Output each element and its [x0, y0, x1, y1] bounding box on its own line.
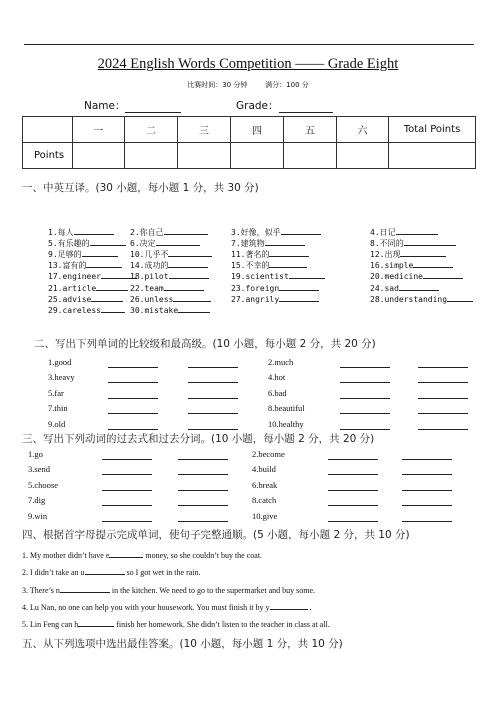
score-col-header: 二 — [125, 117, 178, 143]
word-item: 3.send — [28, 464, 50, 475]
answer-blank[interactable] — [178, 490, 228, 491]
sentence-text: in the kitchen. We need to go to the supermarket and buy some. — [109, 586, 315, 595]
answer-blank[interactable] — [101, 304, 125, 313]
word-item: 7.dig — [28, 495, 46, 506]
answer-blank[interactable] — [109, 549, 143, 558]
fill-sentence — [22, 618, 330, 629]
answer-blank[interactable] — [91, 293, 123, 302]
answer-blank[interactable] — [188, 398, 238, 399]
answer-blank[interactable] — [86, 259, 122, 268]
answer-blank[interactable] — [108, 429, 158, 430]
score-cell[interactable] — [178, 143, 231, 169]
page-title: 2024 English Words Competition —— Grade Eight — [97, 56, 399, 72]
answer-blank[interactable] — [340, 367, 390, 368]
sentence-text: so I got wet in the rain. — [124, 568, 201, 577]
answer-blank[interactable] — [90, 237, 126, 246]
translation-item-label: 21.article — [48, 283, 97, 293]
word-item: 8.beautiful — [268, 403, 305, 414]
answer-blank[interactable] — [399, 282, 439, 291]
translation-item-label: 16.simple — [370, 261, 414, 271]
answer-blank[interactable] — [82, 248, 118, 257]
translation-item-label: 5.有乐趣的 — [48, 239, 90, 249]
score-table-points-row — [23, 143, 476, 169]
answer-blank[interactable] — [96, 282, 128, 291]
answer-blank[interactable] — [102, 505, 152, 506]
word-item: 6.bad — [268, 387, 287, 398]
translation-item-label: 3.好像，似乎 — [231, 228, 281, 237]
translation-item-label: 28.understanding — [370, 294, 448, 304]
top-rule — [24, 44, 474, 45]
answer-blank[interactable] — [78, 618, 114, 627]
answer-blank[interactable] — [85, 566, 125, 575]
word-item: 9.old — [48, 418, 66, 429]
answer-blank[interactable] — [279, 293, 319, 302]
answer-blank[interactable] — [60, 584, 110, 593]
answer-blank[interactable] — [178, 474, 228, 475]
answer-blank[interactable] — [108, 413, 158, 414]
points-row-label: Points — [23, 143, 73, 169]
sentence-text: . — [307, 603, 312, 612]
answer-blank[interactable] — [418, 398, 468, 399]
section1-heading: 一、中英互译。(30 小题，每小题 1 分，共 30 分) — [22, 182, 259, 194]
answer-blank[interactable] — [188, 382, 238, 383]
answer-blank[interactable] — [328, 474, 378, 475]
answer-blank[interactable] — [178, 505, 228, 506]
sentence-text: finish her homework. She didn’t listen to the teacher in class at all. — [114, 620, 330, 629]
word-item: 5.choose — [28, 479, 58, 490]
answer-blank[interactable] — [279, 282, 319, 291]
answer-blank[interactable] — [265, 237, 305, 246]
answer-blank[interactable] — [164, 282, 204, 291]
translation-item-label: 22.team — [130, 283, 164, 293]
grade-label: Grade： — [236, 100, 279, 112]
translation-item-label: 1.每人 — [48, 228, 74, 237]
answer-blank[interactable] — [173, 293, 211, 302]
word-item: 6.break — [252, 479, 278, 490]
section5-heading: 五、从下列选项中选出最佳答案。(10 小题，每小题 1 分，共 10 分) — [22, 638, 343, 650]
word-item: 2.much — [268, 357, 294, 367]
translation-item-label: 15.不幸的 — [231, 261, 270, 271]
score-cell[interactable] — [125, 143, 178, 169]
word-item: 2.become — [252, 449, 285, 459]
translation-item-label: 12.出现 — [370, 250, 401, 260]
word-item: 8.catch — [252, 495, 277, 506]
answer-blank[interactable] — [340, 398, 390, 399]
answer-blank[interactable] — [400, 248, 446, 257]
fill-sentence — [22, 601, 312, 612]
word-item: 10.give — [252, 510, 278, 521]
translation-item-label: 6.决定 — [130, 239, 156, 249]
answer-blank[interactable] — [328, 505, 378, 506]
score-table-corner — [23, 117, 73, 143]
translation-item — [48, 304, 125, 316]
word-item: 3.heavy — [48, 372, 75, 383]
score-table-header-row — [23, 117, 476, 143]
answer-blank[interactable] — [418, 367, 468, 368]
answer-blank[interactable] — [108, 398, 158, 399]
word-item: 7.thin — [48, 403, 68, 414]
score-cell[interactable] — [73, 143, 125, 169]
translation-item-label: 29.careless — [48, 305, 101, 315]
translation-item-label: 25.advise — [48, 294, 92, 304]
answer-blank[interactable] — [102, 490, 152, 491]
answer-blank[interactable] — [102, 459, 152, 460]
word-item: 4.hot — [268, 372, 286, 383]
word-item: 4.build — [252, 464, 276, 475]
score-col-header: 四 — [231, 117, 284, 143]
score-table — [22, 116, 476, 169]
answer-blank[interactable] — [168, 259, 208, 268]
translation-item-label: 30.mistake — [130, 305, 179, 315]
score-cell[interactable] — [284, 143, 337, 169]
grade-field[interactable] — [236, 98, 333, 113]
word-item: 10.healthy — [268, 418, 304, 429]
answer-blank[interactable] — [340, 429, 390, 430]
answer-blank[interactable] — [402, 490, 452, 491]
translation-item-label: 17.engineer — [48, 272, 101, 282]
sentence-text: 5. Lin Feng can h — [22, 620, 79, 629]
word-item: 1.good — [48, 357, 72, 367]
score-cell[interactable] — [389, 143, 476, 169]
translation-item-label: 23.foreign — [231, 283, 280, 293]
answer-blank[interactable] — [396, 226, 438, 235]
answer-blank[interactable] — [156, 237, 200, 246]
answer-blank[interactable] — [74, 226, 114, 235]
translation-item-label: 11.著名的 — [231, 250, 270, 260]
word-item: 1.go — [28, 449, 43, 459]
answer-blank[interactable] — [328, 521, 378, 522]
sentence-text: 3. There’s n — [22, 586, 60, 595]
fill-sentence — [22, 566, 201, 577]
translation-item-label: 10.几乎不 — [130, 250, 169, 260]
translation-item — [130, 304, 210, 316]
answer-blank[interactable] — [178, 304, 210, 313]
word-item: 5.far — [48, 387, 64, 398]
translation-item-label: 2.你自己 — [130, 228, 164, 237]
sentence-text: 4. Lu Nan, no one can help you with your housework. You must finish it by y — [22, 603, 270, 612]
word-item: 9.win — [28, 510, 48, 521]
answer-blank[interactable] — [102, 521, 152, 522]
answer-blank[interactable] — [418, 382, 468, 383]
translation-item-label: 26.unless — [130, 294, 174, 304]
name-field[interactable] — [84, 98, 181, 113]
translation-item-label: 4.日记 — [370, 228, 396, 237]
answer-blank[interactable] — [418, 429, 468, 430]
sentence-text: 1. My mother didn’t have e — [22, 551, 110, 560]
section3-heading: 三、写出下列动词的过去式和过去分词。(10 小题，每小题 2 分，共 20 分) — [22, 433, 375, 445]
translation-item-label: 27.angrily — [231, 294, 280, 304]
score-col-header: 五 — [284, 117, 337, 143]
answer-blank[interactable] — [169, 270, 209, 279]
translation-item-label: 20.medicine — [370, 272, 423, 282]
answer-blank[interactable] — [164, 226, 208, 235]
fill-sentence — [22, 549, 262, 560]
answer-blank[interactable] — [402, 459, 452, 460]
translation-item-label: 24.sad — [370, 283, 399, 293]
answer-blank[interactable] — [269, 248, 309, 257]
grade-blank[interactable] — [279, 102, 333, 113]
answer-blank[interactable] — [168, 248, 212, 257]
answer-blank[interactable] — [281, 226, 321, 235]
answer-blank[interactable] — [413, 259, 453, 268]
fill-sentence — [22, 584, 315, 595]
name-label: Name： — [84, 100, 126, 112]
translation-item — [231, 293, 319, 305]
answer-blank[interactable] — [188, 413, 238, 414]
translation-item-label: 7.建筑物 — [231, 239, 265, 249]
answer-blank[interactable] — [328, 459, 378, 460]
answer-blank[interactable] — [328, 490, 378, 491]
sentence-text: money, so she couldn’t buy the coat. — [143, 551, 263, 560]
answer-blank[interactable] — [108, 367, 158, 368]
translation-item-label: 8.不同的 — [370, 239, 404, 249]
section2-heading: 二、写出下列单词的比较级和最高级。(10 小题，每小题 2 分，共 20 分) — [34, 338, 376, 350]
score-cell[interactable] — [231, 143, 284, 169]
answer-blank[interactable] — [447, 293, 473, 302]
translation-item — [370, 293, 473, 305]
translation-item-label: 14.成功的 — [130, 261, 169, 271]
answer-blank[interactable] — [108, 382, 158, 383]
answer-blank[interactable] — [188, 429, 238, 430]
translation-item-label: 18.pilot — [130, 272, 169, 282]
answer-blank[interactable] — [269, 259, 307, 268]
score-col-header: 三 — [178, 117, 231, 143]
answer-blank[interactable] — [402, 474, 452, 475]
section4-heading: 四、根据首字母提示完成单词，使句子完整通顺。(5 小题，每小题 2 分，共 10 分) — [22, 529, 410, 541]
score-cell[interactable] — [337, 143, 389, 169]
sentence-text: 2. I didn’t take an u — [22, 568, 85, 577]
answer-blank[interactable] — [423, 270, 463, 279]
answer-blank[interactable] — [404, 237, 456, 246]
answer-blank[interactable] — [178, 459, 228, 460]
name-blank[interactable] — [125, 102, 181, 113]
answer-blank[interactable] — [188, 367, 238, 368]
exam-info: 比赛时间：30 分钟 满分：100 分 — [187, 81, 309, 89]
answer-blank[interactable] — [270, 601, 308, 610]
answer-blank[interactable] — [402, 505, 452, 506]
translation-item-label: 13.富有的 — [48, 261, 87, 271]
answer-blank[interactable] — [289, 270, 325, 279]
answer-blank[interactable] — [340, 413, 390, 414]
answer-blank[interactable] — [418, 413, 468, 414]
answer-blank[interactable] — [102, 474, 152, 475]
translation-item-label: 9.足够的 — [48, 250, 82, 260]
answer-blank[interactable] — [340, 382, 390, 383]
translation-item-label: 19.scientist — [231, 272, 289, 282]
score-col-header: 六 — [337, 117, 389, 143]
answer-blank[interactable] — [178, 521, 228, 522]
score-col-header: Total Points — [389, 117, 476, 143]
score-col-header: 一 — [73, 117, 125, 143]
answer-blank[interactable] — [402, 521, 452, 522]
